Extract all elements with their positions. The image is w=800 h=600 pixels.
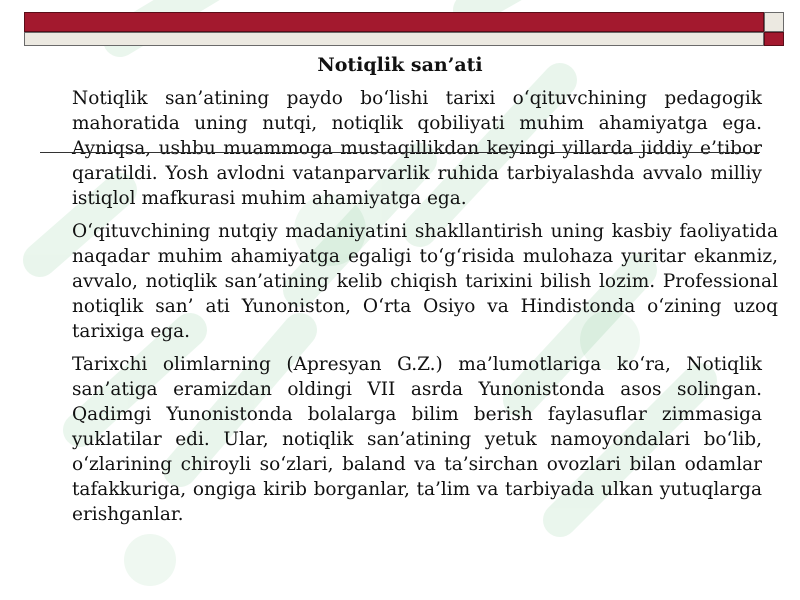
paragraph-2: O‘qituvchining nutqiy madaniyatini shakllantirish uning kasbiy faoliyatida naqadar muhim ahamiyatga egaligi to‘g‘risida mulohaza yuritar ekanmiz, avvalo, notiqlik san’atining kelib chiqish tarixini bilish lozim. Professional notiqlik san’ ati Yunoniston, O‘rta Osiyo va Hindistonda o‘zining uzoq tarixiga ega. — [72, 221, 778, 342]
paragraph-3: Tarixchi olimlarning (Apresyan G.Z.) ma’lumotlariga ko‘ra, Notiqlik san’atiga eramizdan oldingi VII asrda Yunonistonda asos solingan. Qadimgi Yunonistonda bolalarga bilim berish faylasuflar zimmasiga yuklatilar edi. Ular, notiqlik san’atining yetuk namoyondalari bo‘lib, o‘zlarining chiroyli so‘zlari, baland va ta’sirchan ovozlari bilan odamlar tafakkuriga, ongiga kirib borganlar, ta’lim va tarbiyada ulkan yutuqlarga erishganlar. — [72, 354, 762, 525]
page-title: Notiqlik san’ati — [317, 54, 483, 76]
header-stripe — [24, 32, 764, 46]
body-text — [72, 86, 778, 535]
paragraph-1: Notiqlik san’atining paydo bo‘lishi tarixi o‘qituvchining pedagogik mahoratida uning nutqi, notiqlik qobiliyati muhim ahamiyatga ega. Ayniqsa, ushbu muammoga mustaqillikdan keyingi yillarda jiddiy e’tibor qaratildi. Yosh avlodni vatanparvarlik ruhida tarbiyalashda avvalo milliy istiqlol mafkurasi muhim ahamiyatga ega. — [72, 88, 762, 209]
header-corner-red — [764, 32, 784, 46]
header-bar — [24, 12, 764, 32]
header-corner-light — [764, 12, 784, 32]
horizontal-rule — [40, 152, 760, 153]
